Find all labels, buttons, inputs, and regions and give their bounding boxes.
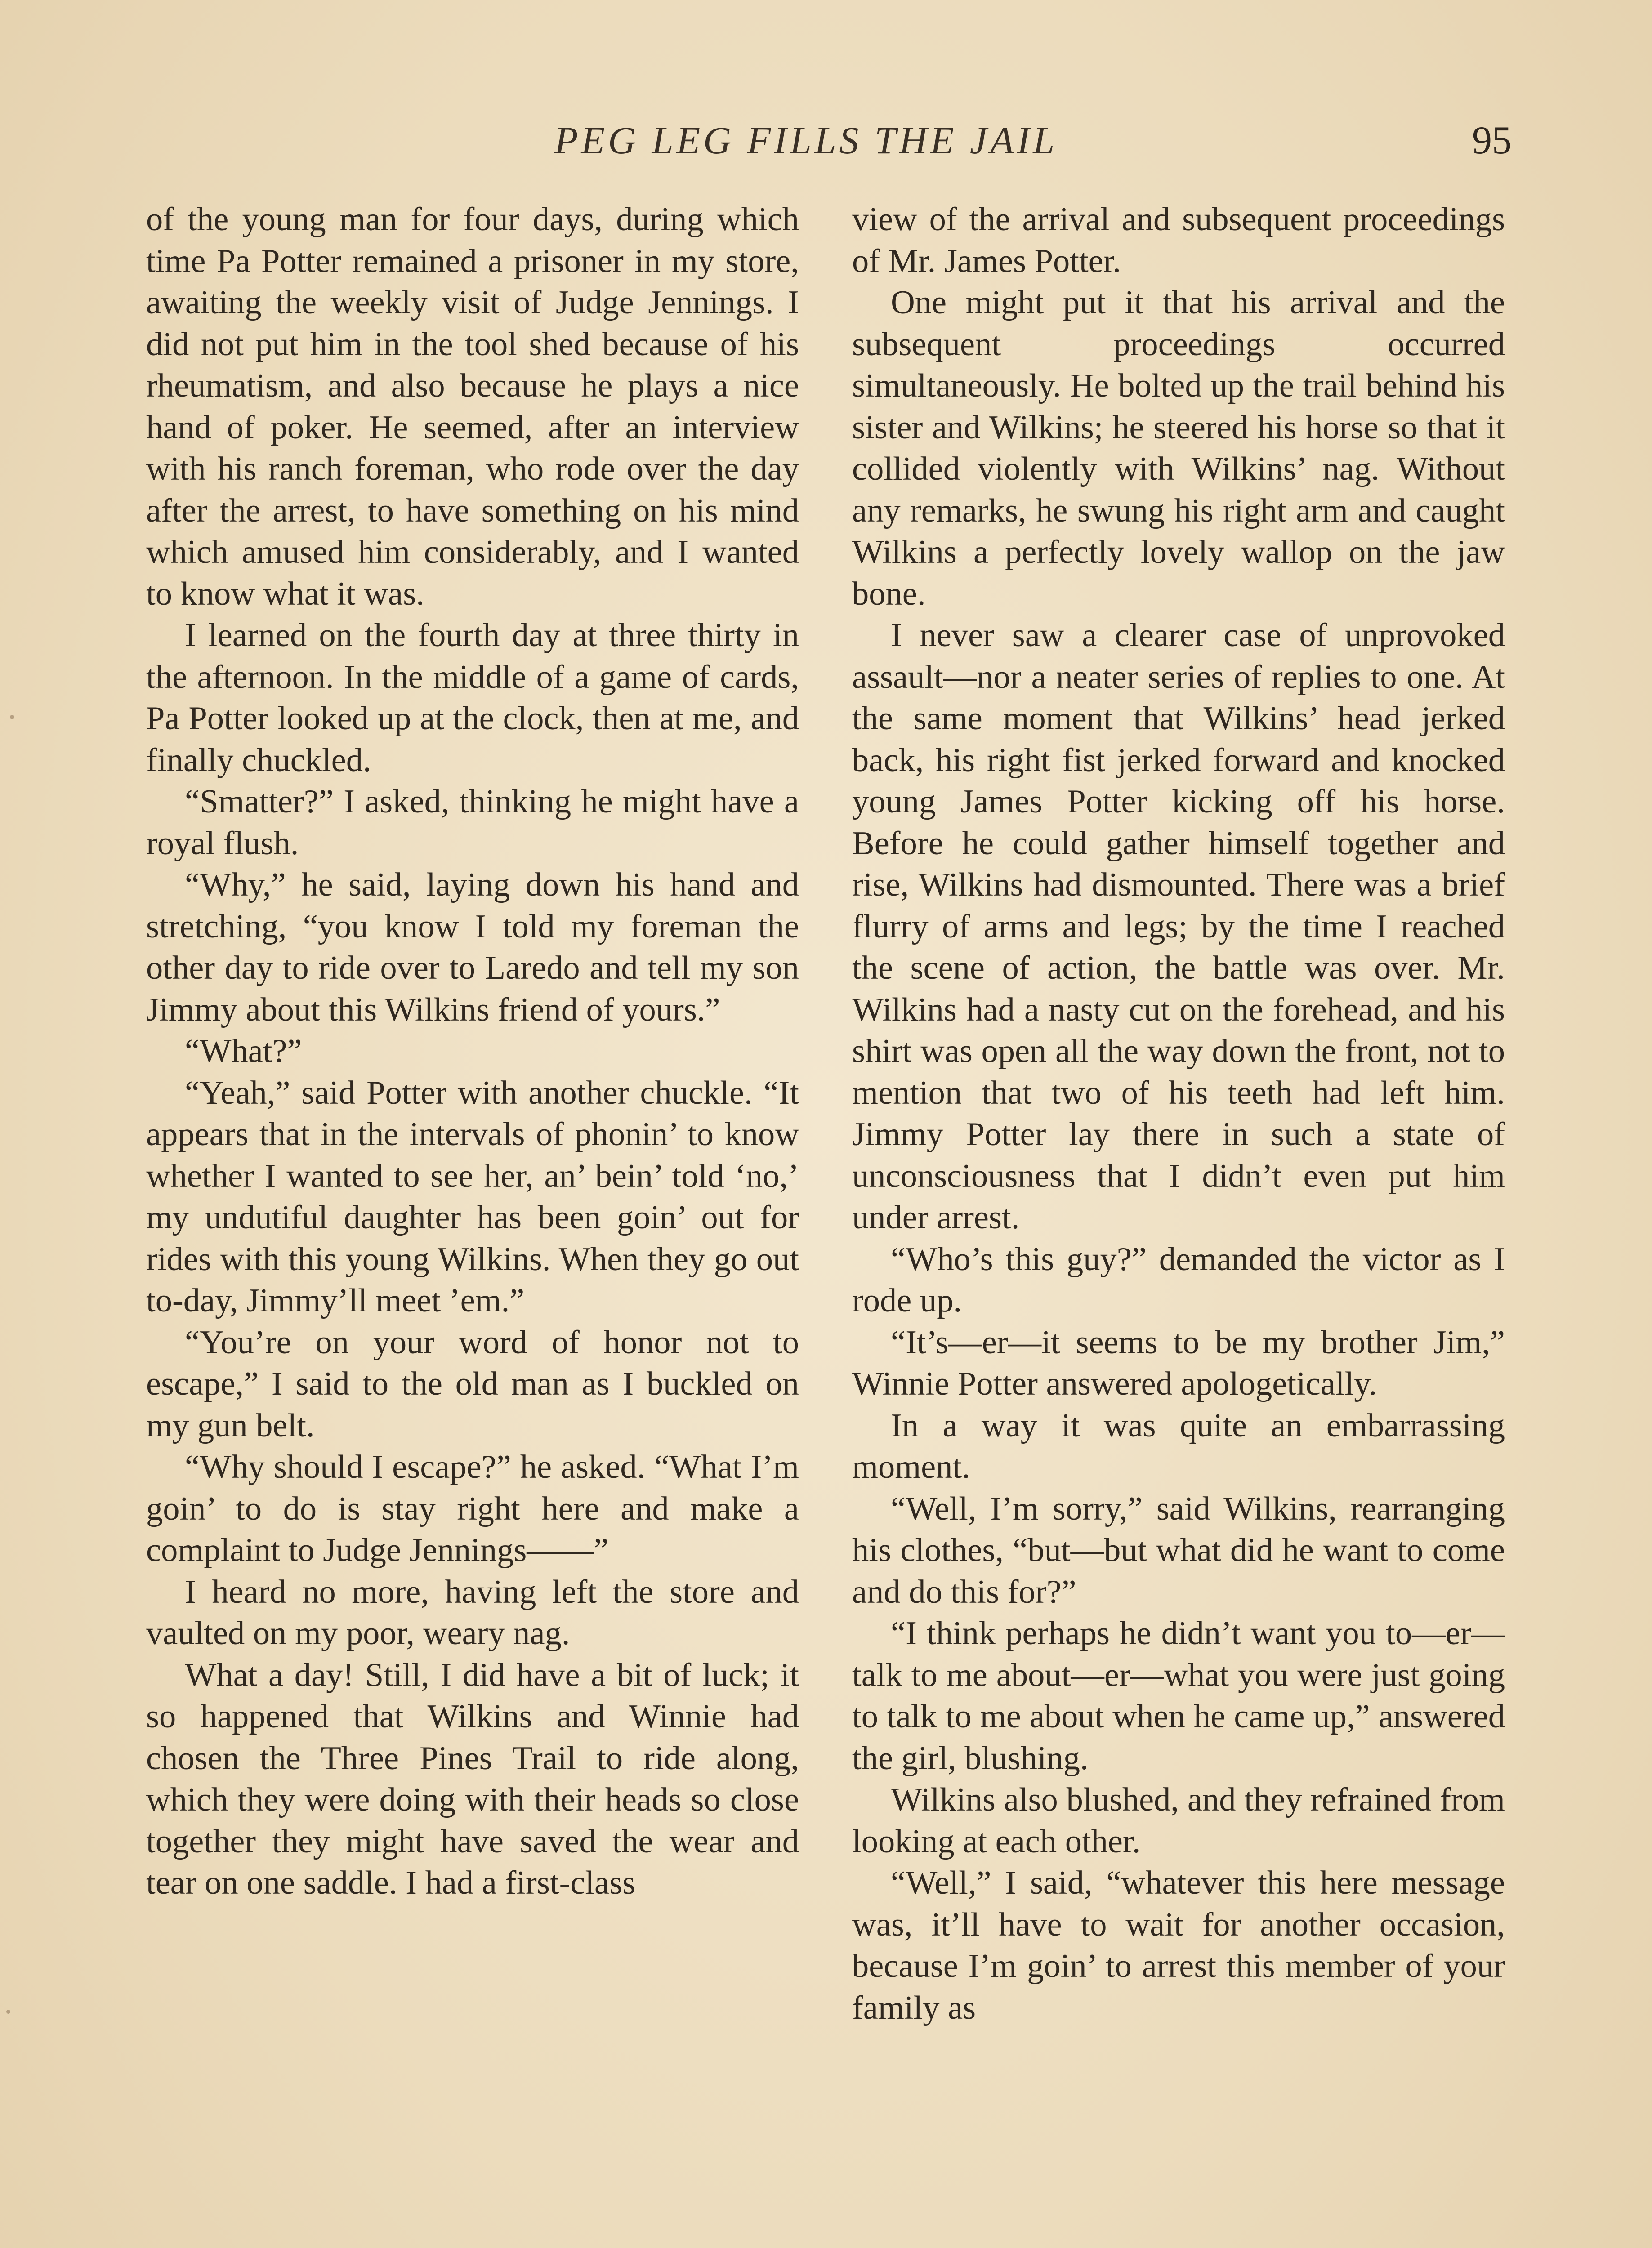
left-column (146, 199, 799, 2248)
paragraph: “Why should I escape?” he asked. “What I’m goin’ to do is stay right here and make a complaint to Judge Jennings——” (146, 1449, 799, 1569)
page-header (0, 118, 1652, 172)
right-column (852, 199, 1505, 2248)
paragraph: One might put it that his arrival and the subsequent proceedings occurred simultaneously. He bolted up the trail behind his sister and Wilkins; he steered his horse so that it collided violently with Wilkins’ nag. Without any remarks, he swung his right arm and caught Wilkins a perfectly lovely wallop on the jaw bone. (852, 284, 1505, 612)
paragraph: “It’s—er—it seems to be my brother Jim,” Winnie Potter answered apologetically. (852, 1324, 1505, 1402)
paragraph: “Smatter?” I asked, thinking he might have a royal flush. (146, 783, 799, 862)
paper-speck (10, 715, 14, 719)
paragraph: “Well, I’m sorry,” said Wilkins, rearranging his clothes, “but—but what did he want to come and do this for?” (852, 1490, 1505, 1610)
paragraph: Wilkins also blushed, and they refrained from looking at each other. (852, 1781, 1505, 1860)
paragraph: “Yeah,” said Potter with another chuckle. “It appears that in the intervals of phonin’ to know whether I wanted to see her, an’ bein’ told ‘no,’ my undutiful daughter has been goin’ out for rides with this young Wilkins. When they go out to-day, Jimmy’ll meet ’em.” (146, 1074, 799, 1319)
paragraph: “What?” (185, 1033, 302, 1070)
paragraph: “You’re on your word of honor not to escape,” I said to the old man as I buckled on my gun belt. (146, 1324, 799, 1444)
paragraph: I heard no more, having left the store and vaulted on my poor, weary nag. (146, 1573, 799, 1652)
paragraph: In a way it was quite an embarrassing moment. (852, 1407, 1505, 1485)
paragraph: I learned on the fourth day at three thirty in the afternoon. In the middle of a game of cards, Pa Potter looked up at the clock, then at me, and finally chuckled. (146, 617, 799, 779)
paragraph: “Why,” he said, laying down his hand and stretching, “you know I told my foreman the other day to ride over to Laredo and tell my son Jimmy about this Wilkins friend of yours.” (146, 866, 799, 1028)
paragraph: What a day! Still, I did have a bit of luck; it so happened that Wilkins and Winnie had chosen the Three Pines Trail to ride along, which they were doing with their heads so close together they might have saved the wear and tear on one saddle. I had a first-class (146, 1656, 799, 1901)
page-number: 95 (1472, 119, 1512, 162)
paragraph: “Who’s this guy?” demanded the victor as I rode up. (852, 1240, 1505, 1319)
paragraph: “I think perhaps he didn’t want you to—er—talk to me about—er—what you were just going to talk to me about when he came up,” answered the girl, blushing. (852, 1615, 1505, 1777)
paper-speck (6, 2010, 10, 2014)
paragraph: “Well,” I said, “whatever this here message was, it’ll have to wait for another occasion, because I’m goin’ to arrest this member of your family as (852, 1864, 1505, 2026)
paragraph: of the young man for four days, during which time Pa Potter remained a prisoner in my store, awaiting the weekly visit of Judge Jennings. I did not put him in the tool shed because of his rheumatism, and also because he plays a nice hand of poker. He seemed, after an interview with his ranch foreman, who rode over the day after the arrest, to have something on his mind which amused him considerably, and I wanted to know what it was. (146, 201, 799, 612)
paragraph: I never saw a clearer case of unprovoked assault—nor a neater series of replies to one. At the same moment that Wilkins’ head jerked back, his right fist jerked forward and knocked young James Potter kicking off his horse. Before he could gather himself together and rise, Wilkins had dismounted. There was a brief flurry of arms and legs; by the time I reached the scene of action, the battle was over. Mr. Wilkins had a nasty cut on the forehead, and his shirt was open all the way down the front, not to mention that two of his teeth had left him. Jimmy Potter lay there in such a state of unconsciousness that I didn’t even put him under arrest. (852, 617, 1505, 1236)
paragraph: view of the arrival and subsequent proceedings of Mr. James Potter. (852, 201, 1505, 280)
running-head: PEG LEG FILLS THE JAIL (554, 119, 1058, 162)
